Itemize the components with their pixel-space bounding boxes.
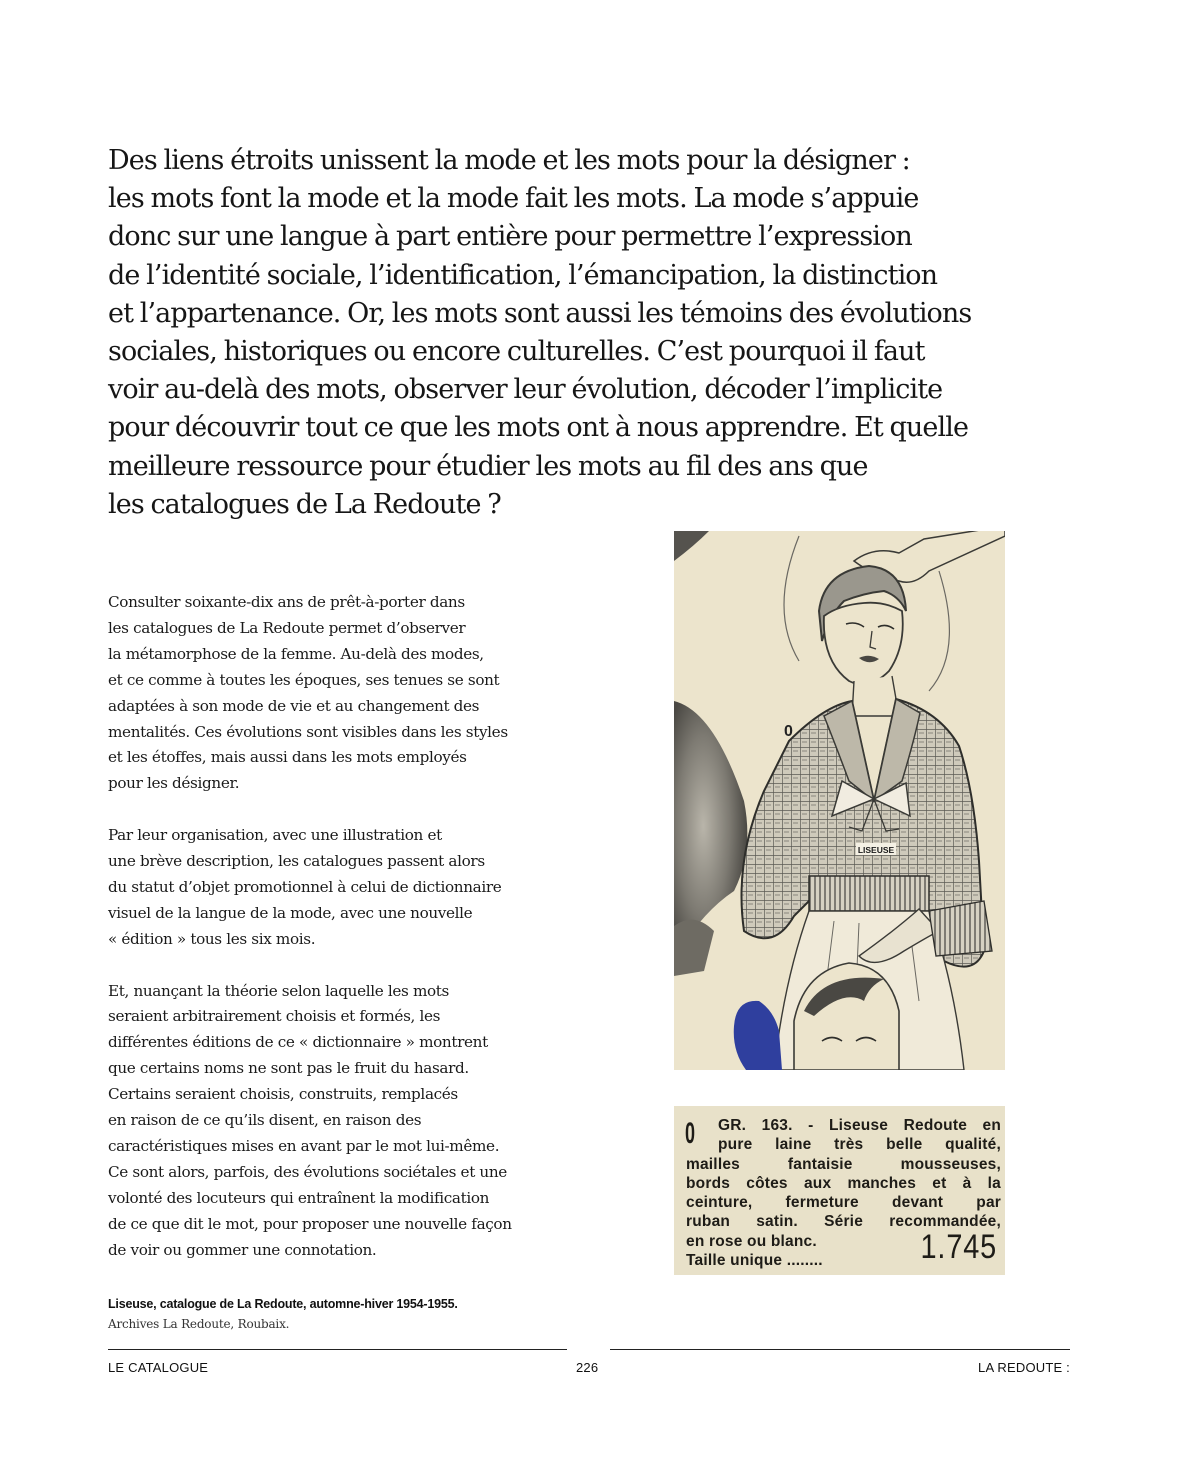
- footer-rule-left: [108, 1349, 567, 1350]
- intro-line: et l’appartenance. Or, les mots sont aussi les témoins des évolutions: [108, 297, 972, 329]
- body-paragraph-2: [108, 823, 588, 953]
- liseuse-sketch-image: [674, 531, 1005, 1070]
- body-line: et les étoffes, mais aussi dans les mots employés: [108, 748, 467, 767]
- body-paragraph-3: [108, 979, 588, 1264]
- body-line: Ce sont alors, parfois, des évolutions sociétales et une: [108, 1162, 507, 1181]
- body-paragraph-1: [108, 590, 588, 797]
- body-line: une brève description, les catalogues passent alors: [108, 852, 485, 871]
- footer-book-title: LA REDOUTE :: [978, 1360, 1070, 1375]
- body-line: la métamorphose de la femme. Au-delà des modes,: [108, 644, 484, 663]
- intro-line: donc sur une langue à part entière pour permettre l’expression: [108, 221, 912, 253]
- clipping-line: Taille unique ........: [686, 1252, 823, 1270]
- ribbed-waistband: [809, 876, 929, 911]
- body-line: seraient arbitrairement choisis et formés, les: [108, 1007, 441, 1026]
- intro-line: de l’identité sociale, l’identification, l’émancipation, la distinction: [108, 259, 938, 291]
- body-line: différentes éditions de ce « dictionnaire » montrent: [108, 1033, 488, 1052]
- clipping-mark: 0: [685, 1117, 696, 1150]
- clipping-line: pure laine très belle qualité,: [718, 1136, 1001, 1154]
- clipping-line: GR. 163. - Liseuse Redoute en: [718, 1117, 1001, 1134]
- body-line: adaptées à son mode de vie et au changement des: [108, 696, 480, 715]
- footer-section-title: LE CATALOGUE: [108, 1360, 209, 1375]
- body-line: du statut d’objet promotionnel à celui de dictionnaire: [108, 877, 502, 896]
- body-line: de ce que dit le mot, pour proposer une nouvelle façon: [108, 1214, 512, 1233]
- body-line: et ce comme à toutes les époques, ses tenues se sont: [108, 670, 500, 689]
- body-text-column: [108, 590, 588, 1289]
- body-line: « édition » tous les six mois.: [108, 929, 316, 948]
- body-line: Par leur organisation, avec une illustration et: [108, 826, 442, 845]
- body-line: visuel de la langue de la mode, avec une nouvelle: [108, 903, 473, 922]
- intro-line: Des liens étroits unissent la mode et les mots pour la désigner :: [108, 145, 910, 176]
- body-line: Et, nuançant la théorie selon laquelle les mots: [108, 981, 449, 1000]
- fur-sleeve: [674, 701, 747, 951]
- body-line: de voir ou gommer une connotation.: [108, 1240, 377, 1259]
- footer-rule-right: [610, 1349, 1070, 1350]
- image-caption: [108, 1294, 608, 1334]
- clipping-price: 1.745: [920, 1228, 997, 1266]
- body-line: que certains noms ne sont pas le fruit du hasard.: [108, 1059, 469, 1078]
- intro-line: sociales, historiques ou encore culturelles. C’est pourquoi il faut: [108, 336, 925, 368]
- body-line: caractéristiques mises en avant par le mot lui-même.: [108, 1137, 500, 1155]
- clipping-line: ceinture, fermeture devant par: [686, 1194, 1001, 1212]
- body-line: Consulter soixante-dix ans de prêt-à-porter dans: [108, 593, 465, 611]
- intro-paragraph: [108, 142, 1098, 524]
- body-line: Certains seraient choisis, construits, remplacés: [108, 1085, 458, 1104]
- garment-label: LISEUSE: [857, 845, 895, 855]
- clipping-line: mailles fantaisie mousseuses,: [686, 1155, 1001, 1173]
- intro-line: meilleure ressource pour étudier les mots au fil des ans que: [108, 450, 868, 482]
- intro-line: les catalogues de La Redoute ?: [108, 488, 501, 520]
- body-line: pour les désigner.: [108, 774, 240, 793]
- page-number: 226: [576, 1360, 599, 1375]
- clipping-line: en rose ou blanc.: [686, 1232, 817, 1250]
- caption-credit: Archives La Redoute, Roubaix.: [108, 1317, 290, 1331]
- body-line: les catalogues de La Redoute permet d’observer: [108, 618, 466, 637]
- blue-accent-shape: [734, 1001, 782, 1070]
- body-line: en raison de ce qu’ils disent, en raison des: [108, 1111, 422, 1130]
- body-line: volonté des locuteurs qui entraînent la modification: [108, 1188, 490, 1207]
- clipping-line: ruban satin. Série recommandée,: [686, 1213, 1001, 1231]
- catalogue-illustration: [674, 531, 1005, 1070]
- body-line: mentalités. Ces évolutions sont visibles dans les styles: [108, 722, 508, 741]
- intro-line: les mots font la mode et la mode fait les mots. La mode s’appuie: [108, 183, 919, 215]
- clipping-line: bords côtes aux manches et à la: [686, 1174, 1001, 1192]
- caption-title: Liseuse, catalogue de La Redoute, automne-hiver 1954-1955.: [108, 1297, 458, 1311]
- intro-line: pour découvrir tout ce que les mots ont à nous apprendre. Et quelle: [108, 412, 969, 444]
- intro-line: voir au-delà des mots, observer leur évolution, décoder l’implicite: [108, 374, 943, 406]
- corner-shadow: [674, 531, 709, 561]
- figure-mark: 0: [784, 723, 793, 740]
- catalogue-clipping: [674, 1106, 1005, 1275]
